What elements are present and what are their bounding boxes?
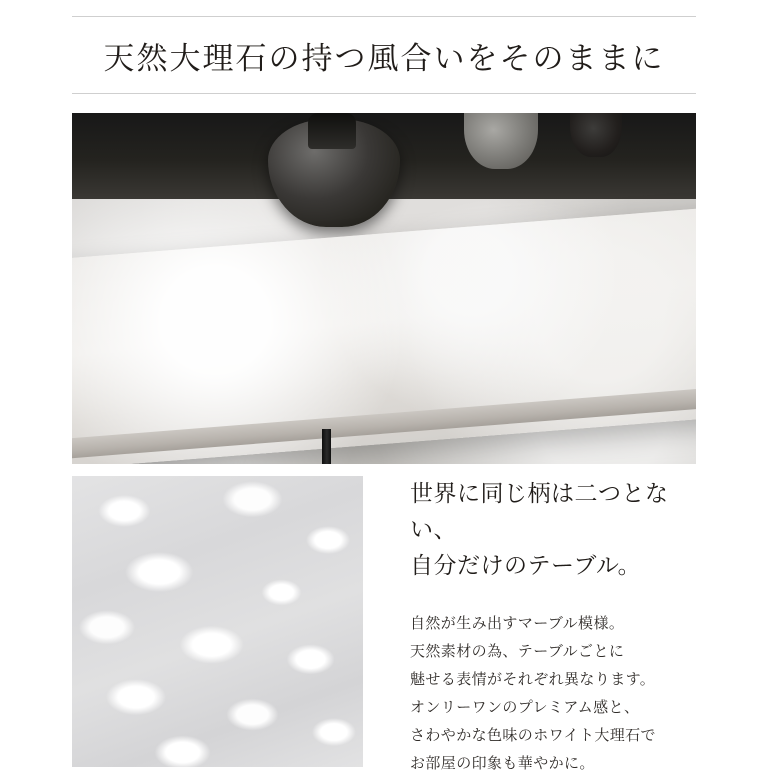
hero-photo bbox=[72, 113, 696, 464]
body-line: 天然素材の為、テーブルごとに bbox=[410, 643, 625, 660]
subheadline-line-1: 世界に同じ柄は二つとない、 bbox=[410, 481, 669, 543]
body-line: 自然が生み出すマーブル模様。 bbox=[410, 615, 625, 632]
table-leg bbox=[322, 429, 331, 464]
body-line: 魅せる表情がそれぞれ異なります。 bbox=[410, 671, 656, 688]
body-line: オンリーワンのプレミアム感と、 bbox=[410, 699, 640, 716]
subheadline bbox=[410, 476, 710, 584]
body-line: さわやかな色味のホワイト大理石で bbox=[410, 727, 656, 744]
marble-closeup-photo bbox=[72, 476, 363, 767]
copy-block bbox=[410, 476, 710, 778]
body-line: お部屋の印象も華やかに。 bbox=[410, 755, 595, 772]
headline-banner bbox=[72, 16, 696, 94]
page-title: 天然大理石の持つ風合いをそのままに bbox=[103, 40, 665, 77]
body-copy bbox=[410, 610, 710, 778]
subheadline-line-2: 自分だけのテーブル。 bbox=[410, 553, 642, 579]
